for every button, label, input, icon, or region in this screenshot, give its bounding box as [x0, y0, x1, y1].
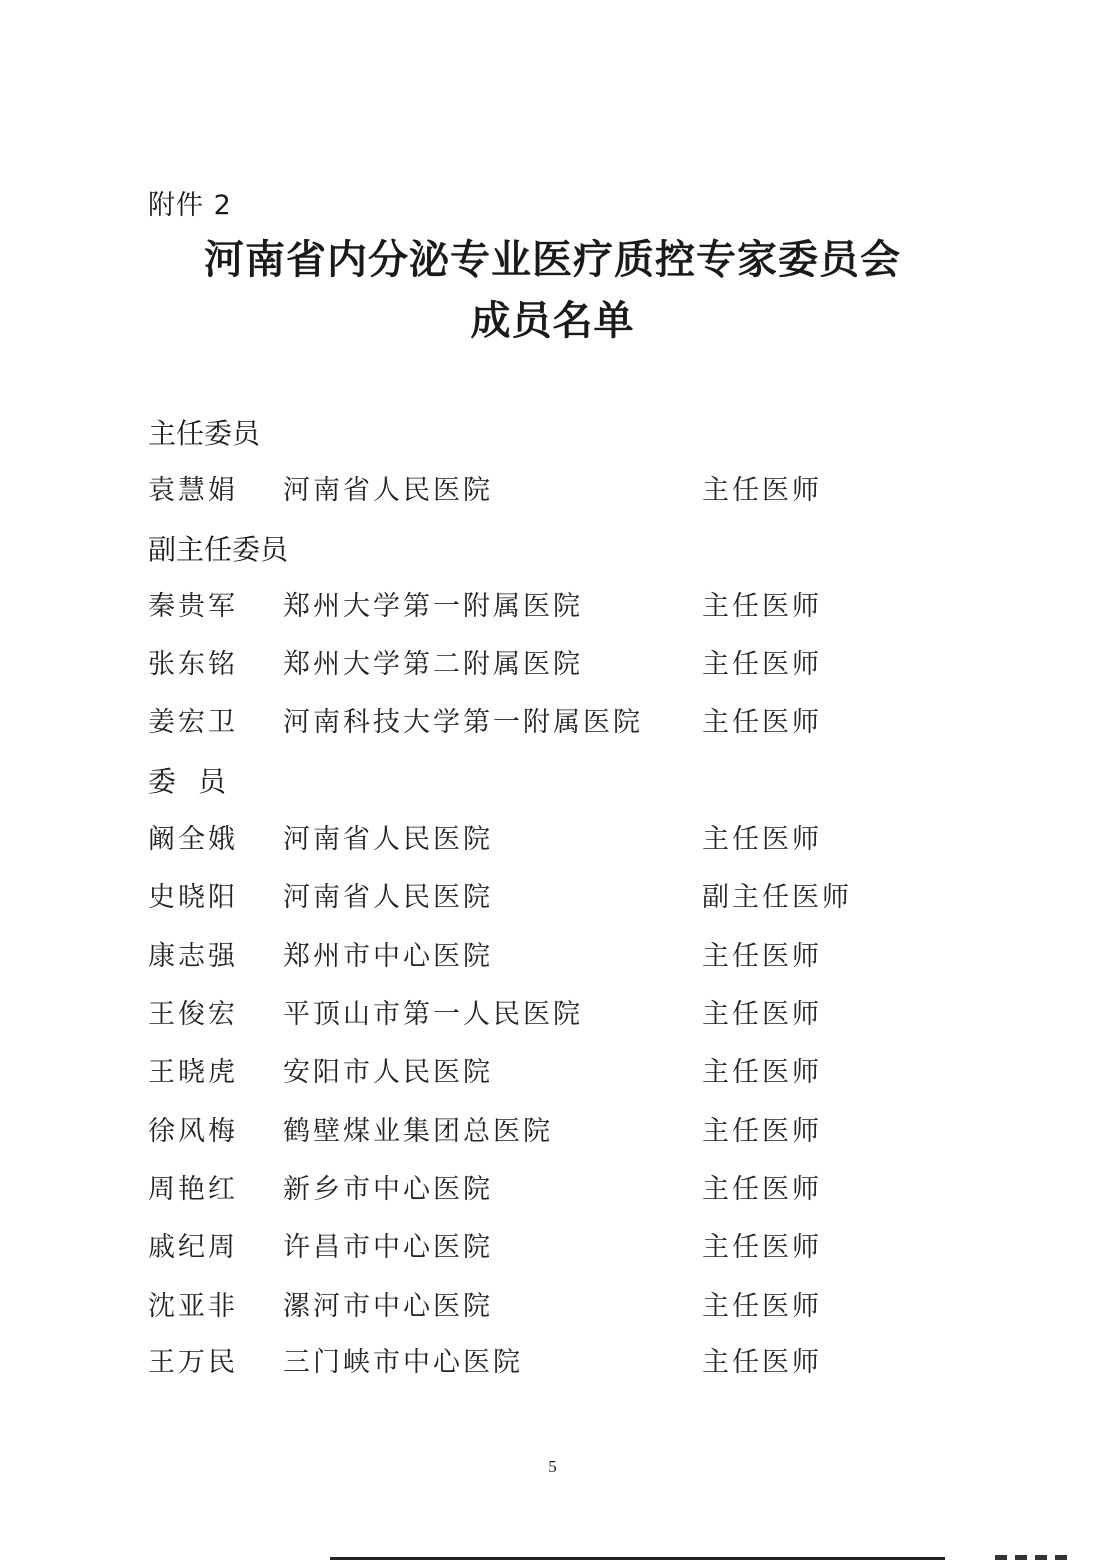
member-organization: 郑州大学第一附属医院	[283, 591, 583, 622]
page-number: 5	[548, 1457, 557, 1476]
member-title: 主任医师	[702, 1116, 822, 1147]
member-name: 周艳红	[148, 1174, 238, 1205]
member-organization: 河南省人民医院	[283, 882, 493, 913]
document-title-line2: 成员名单	[470, 297, 635, 344]
document-title-line1: 河南省内分泌专业医疗质控专家委员会	[204, 236, 901, 283]
member-row	[0, 1287, 1105, 1327]
member-title: 副主任医师	[702, 882, 852, 913]
member-row	[0, 1112, 1105, 1152]
member-row	[0, 703, 1105, 743]
member-name: 王晓虎	[148, 1057, 238, 1088]
member-name: 秦贵军	[148, 591, 238, 622]
member-row	[0, 995, 1105, 1035]
member-name: 康志强	[148, 941, 238, 972]
member-name: 沈亚非	[148, 1291, 238, 1322]
member-organization: 郑州市中心医院	[283, 941, 493, 972]
member-name: 王俊宏	[148, 999, 238, 1030]
member-organization: 河南省人民医院	[283, 824, 493, 855]
member-organization: 河南省人民医院	[283, 475, 493, 506]
member-title: 主任医师	[702, 941, 822, 972]
member-title: 主任医师	[702, 1057, 822, 1088]
member-title: 主任医师	[702, 591, 822, 622]
member-title: 主任医师	[702, 1232, 822, 1263]
attachment-label: 附件 2	[148, 190, 232, 221]
member-organization: 平顶山市第一人民医院	[283, 999, 583, 1030]
member-name: 徐风梅	[148, 1116, 238, 1147]
bottom-scan-rule	[330, 1557, 945, 1560]
member-row	[0, 937, 1105, 977]
member-row	[0, 587, 1105, 627]
member-name: 戚纪周	[148, 1232, 238, 1263]
member-title: 主任医师	[702, 1291, 822, 1322]
member-row	[0, 471, 1105, 511]
member-title: 主任医师	[702, 824, 822, 855]
member-name: 袁慧娟	[148, 475, 238, 506]
member-title: 主任医师	[702, 649, 822, 680]
section-heading-members: 委员	[148, 765, 249, 798]
member-organization: 漯河市中心医院	[283, 1291, 493, 1322]
member-organization: 安阳市人民医院	[283, 1057, 493, 1088]
member-row	[0, 878, 1105, 918]
member-name: 史晓阳	[148, 882, 238, 913]
member-title: 主任医师	[702, 1347, 822, 1378]
member-organization: 许昌市中心医院	[283, 1232, 493, 1263]
member-organization: 河南科技大学第一附属医院	[283, 707, 643, 738]
member-row	[0, 1053, 1105, 1093]
member-name: 张东铭	[148, 649, 238, 680]
member-name: 阚全娥	[148, 824, 238, 855]
section-heading-director: 主任委员	[148, 417, 261, 450]
member-title: 主任医师	[702, 475, 822, 506]
bottom-scan-marks	[995, 1555, 1075, 1560]
member-organization: 郑州大学第二附属医院	[283, 649, 583, 680]
member-row	[0, 1228, 1105, 1268]
member-row	[0, 820, 1105, 860]
member-name: 王万民	[148, 1347, 238, 1378]
member-title: 主任医师	[702, 1174, 822, 1205]
member-organization: 鹤壁煤业集团总医院	[283, 1116, 553, 1147]
member-row	[0, 1343, 1105, 1383]
member-row	[0, 1170, 1105, 1210]
member-row	[0, 645, 1105, 685]
member-organization: 新乡市中心医院	[283, 1174, 493, 1205]
member-organization: 三门峡市中心医院	[283, 1347, 523, 1378]
section-heading-deputy-director: 副主任委员	[148, 533, 289, 566]
member-title: 主任医师	[702, 999, 822, 1030]
member-name: 姜宏卫	[148, 707, 238, 738]
member-title: 主任医师	[702, 707, 822, 738]
